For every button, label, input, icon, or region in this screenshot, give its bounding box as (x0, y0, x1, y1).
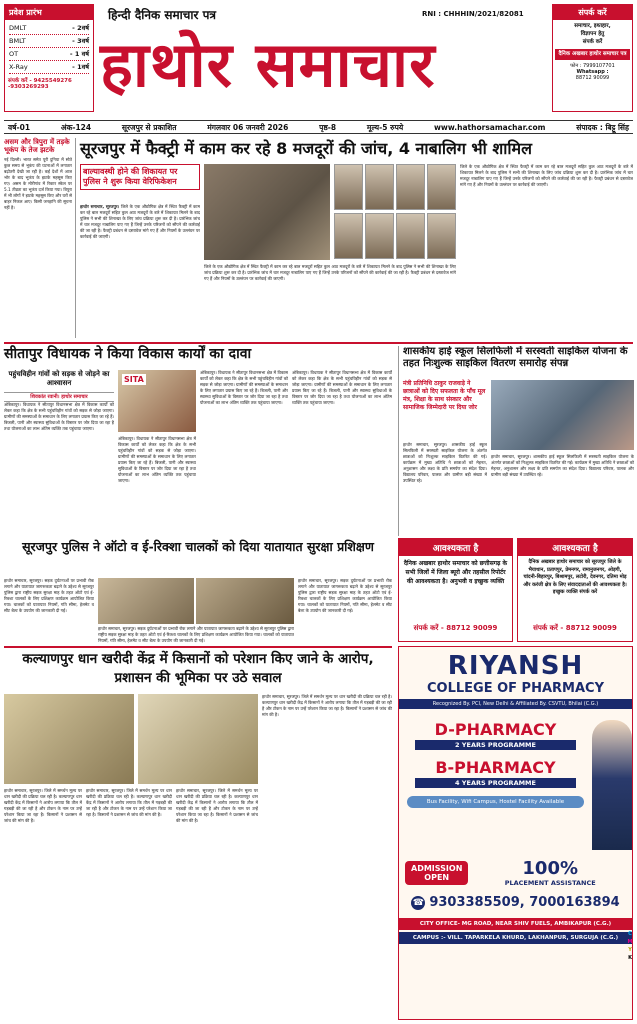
vacancy-ad-1-contact: संपर्क करें - 88712 90099 (413, 624, 498, 632)
admission-course-item (9, 35, 89, 48)
college-name-1: RIYANSH (447, 651, 584, 681)
college-phones: 9303385509, 7000163894 (429, 895, 620, 910)
story-paddy-body-2: हाथोर समाचार, सूरजपुर। जिले में समर्थन मूल्य पर धान खरीदी की प्रक्रिया चल रही है। कल्याणपुर धान खरीदी केंद्र में किसानों ने आरोप लगाया कि तौल में गड़बड़ी की जा रही है और टोकन के नाम पर उन्हें परेशान किया जा रहा है। किसानों ने प्रशासन से जांच की मांग की है। (86, 788, 172, 817)
dateline-place: सूरजपुर से प्रकाशित (121, 123, 177, 132)
side-story-headline: असम और त्रिपुरा में तड़के भूकंप के तेज झटके (4, 138, 70, 155)
vacancy-ad-2 (517, 538, 633, 642)
story-cycle-body-2: हाथोर समाचार, सूरजपुर। शासकीय हाई स्कूल सिलफिली में सरस्वती साइकिल योजना के अंतर्गत छात्राओं को निःशुल्क साइकिल वितरित की गई। कार्यक्रम में मुख्य अतिथि ने छात्राओं को मेहनत, अनुशासन और लक्ष्य के प्रति समर्पण का संदेश दिया। विद्यालय परिवार, पालक और ग्रामीण बड़ी संख्या में उपस्थित रहे। (491, 454, 634, 477)
vacancy-ad-2-contact: संपर्क करें - 88712 90099 (533, 624, 617, 632)
dateline-pages: पृष्ठ-8 (319, 123, 337, 132)
admission-course-item (9, 22, 89, 35)
story-sitapur-headline: सीतापुर विधायक ने किया विकास कार्यों का दावा (4, 346, 252, 362)
side-story (4, 138, 76, 338)
lead-dateline: हाथोर समाचार, सूरजपुर। (80, 204, 120, 209)
placement-percentage: 100% (522, 858, 578, 879)
course-duration: - 1वर्ष (72, 63, 89, 71)
contact-box-line: विज्ञापन हेतु (580, 31, 605, 37)
phone-icon: ☎ (412, 897, 424, 908)
story-sitapur-photo-caption: SITA (124, 375, 144, 384)
story-cycle (398, 346, 633, 536)
lead-subhead: बाल्यावस्थी होने की शिकायत पर पुलिस ने शुरू किया वेरिफिकेशन (80, 164, 200, 190)
newspaper-name-part1: हाथोर (100, 28, 234, 101)
course-name: BMLT (9, 37, 26, 45)
story-cycle-headline: शासकीय हाई स्कूल सिलफिली में सरस्वती साइकिल योजना के तहत निःशुल्क साइकिल वितरण समारोह संपन्न (403, 346, 628, 369)
story-sitapur-body-4: अंबिकापुर। विधायक ने सीतापुर विधानसभा क्षेत्र में विकास कार्यों को लेकर कहा कि क्षेत्र के सभी पहुंचविहीन गांवों को सड़क से जोड़ा जाएगा। ग्रामीणों की समस्याओं के समाधान के लिए लगातार प्रयास किए जा रहे हैं। बिजली, पानी और स्वास्थ्य सुविधाओं के विस्तार पर जोर दिया जा रहा है तथा योजनाओं का लाभ अंतिम व्यक्ति तक पहुंचाया जाएगा। (292, 370, 392, 405)
cmyk-mark: M (627, 939, 633, 945)
story-police-photo-2 (196, 578, 294, 624)
lead-story (80, 138, 633, 338)
vacancy-ad-1 (398, 538, 513, 642)
course-name: X-Ray (9, 63, 28, 71)
vacancy-ad-1-body: दैनिक अखबार हाथोर समाचार को छत्तीसगढ़ के सभी जिलों में जिला ब्यूरो और तहसील रिपोर्टर की आवश्यकता है। अनुभवी व इच्छुक व्यक्ति (403, 560, 508, 585)
vacancy-ad-2-title: आवश्यकता है (518, 539, 632, 556)
course-d-pharmacy: D-PHARMACY (434, 720, 557, 739)
story-sitapur-body: अंबिकापुर। विधायक ने सीतापुर विधानसभा क्षेत्र में विकास कार्यों को लेकर कहा कि क्षेत्र के सभी पहुंचविहीन गांवों को सड़क से जोड़ा जाएगा। ग्रामीणों की समस्याओं के समाधान के लिए लगातार प्रयास किए जा रहे हैं। बिजली, पानी और स्वास्थ्य सुविधाओं के विस्तार पर जोर दिया जा रहा है तथा योजनाओं का लाभ अंतिम व्यक्ति तक पहुंचाया जाएगा। (4, 402, 114, 431)
cmyk-mark: C (628, 931, 632, 937)
story-paddy-body-3: हाथोर समाचार, सूरजपुर। जिले में समर्थन मूल्य पर धान खरीदी की प्रक्रिया चल रही है। कल्याणपुर धान खरीदी केंद्र में किसानों ने आरोप लगाया कि तौल में गड़बड़ी की जा रही है और टोकन के नाम पर उन्हें परेशान किया जा रहा है। किसानों ने प्रशासन से जांच की मांग की है। (176, 788, 258, 823)
cmyk-mark: K (628, 955, 632, 961)
mugshot (427, 164, 456, 210)
college-city-office: CITY OFFICE- MG ROAD, NEAR SHIV FUELS, AMBIKAPUR (C.G.) (399, 918, 632, 930)
college-name-2: COLLEGE OF PHARMACY (426, 681, 604, 696)
story-paddy-body-4: हाथोर समाचार, सूरजपुर। जिले में समर्थन मूल्य पर धान खरीदी की प्रक्रिया चल रही है। कल्याणपुर धान खरीदी केंद्र में किसानों ने आरोप लगाया कि तौल में गड़बड़ी की जा रही है और टोकन के नाम पर उन्हें परेशान किया जा रहा है। किसानों ने प्रशासन से जांच की मांग की है। (262, 694, 392, 717)
contact-box-title: संपर्क करें (553, 5, 632, 20)
admission-contact: संपर्क करें - 9425549276 (8, 78, 72, 84)
contact-box-lines (553, 20, 632, 46)
contact-phone: फोन : 7999107701 (570, 63, 615, 69)
course-duration: - 1 वर्ष (69, 50, 89, 58)
vacancy-ad-1-title: आवश्यकता है (399, 539, 512, 556)
admission-open-badge (405, 861, 468, 885)
lead-body-continued: जिले के एक औद्योगिक क्षेत्र में स्थित फैक्ट्री में काम कर रहे बाल मजदूरों सहित कुल आठ मजदूरों के बारे में शिकायत मिलने के बाद पुलिस ने सभी की शिनाख्त के लिए जांच प्रक्रिया शुरू कर दी है। प्रारंभिक जांच में चार मजदूर नाबालिग पाए गए हैं जिन्हें उनके परिजनों को सौंपने की कार्रवाई की जा रही है। फैक्ट्री प्रबंधन से दस्तावेज मांगे गए हैं और नियमों के उल्लंघन पर कार्रवाई की जाएगी। (204, 264, 456, 281)
story-police-headline: सूरजपुर पुलिस ने ऑटो व ई-रिक्शा चालकों को दिया यातायात सुरक्षा प्रशिक्षण (22, 539, 374, 554)
course-duration: - 2वर्ष (72, 24, 89, 32)
contact-whatsapp-label: Whatsapp : (576, 69, 609, 75)
college-facility: Bus Facility, Wifi Campus, Hostel Facility Available (407, 796, 584, 808)
story-paddy-photo-1 (4, 694, 134, 784)
admission-box-title: प्रवेश प्रारंभ (5, 5, 93, 20)
rni-number: RNI : CHHHIN/2021/82081 (422, 10, 524, 18)
college-campus: CAMPUS :- VILL. TAPARKELA KHURD, LAKHANPUR, SURGUJA (C.G.) (399, 932, 632, 944)
mugshot (334, 164, 363, 210)
story-sitapur-subhead: पहुंचविहीन गांवों को सड़क से जोड़ने का आश्वासन (8, 370, 110, 387)
lead-body-text: जिले के एक औद्योगिक क्षेत्र में स्थित फैक्ट्री में काम कर रहे बाल मजदूरों सहित कुल आठ मजदूरों के बारे में शिकायत मिलने के बाद पुलिस ने सभी की शिनाख्त के लिए जांच प्रक्रिया शुरू कर दी है। प्रारंभिक जांच में चार मजदूर नाबालिग पाए गए हैं जिन्हें उनके परिजनों को सौंपने की कार्रवाई की जा रही है। फैक्ट्री प्रबंधन से दस्तावेज मांगे गए हैं और नियमों के उल्लंघन पर कार्रवाई की जाएगी। (80, 204, 200, 239)
course-name: OT (9, 50, 19, 58)
admission-box (4, 4, 94, 112)
college-recognition: Recognized By. PCI, New Delhi & Affiliated By. CSVTU, Bhilai (C.G.) (399, 699, 632, 709)
admission-contact-2: -9303269293 (8, 84, 49, 90)
admission-course-list (5, 20, 93, 76)
story-paddy-headline: कल्याणपुर धान खरीदी केंद्र में किसानों को परेशान किए जाने के आरोप, प्रशासन की भूमिका पर उठे सवाल (22, 651, 374, 686)
story-paddy (4, 650, 392, 1020)
mugshot (334, 213, 363, 259)
vacancy-ad-2-body: दैनिक अखबार हाथोर समाचार को सूरजपुर जिले के भैयाथान, प्रतापपुर, प्रेमनगर, रामानुजनगर, ओड़गी, चांदनी-बिहारपुर, बिश्रामपुर, लटोरी, देवनगर, दतिमा मोड़ और करंजी क्षेत्र के लिए संवाददाताओं की आवश्यकता है। इच्छुक व्यक्ति संपर्क करें (523, 559, 627, 595)
story-police (4, 538, 392, 644)
placement-assistance: PLACEMENT ASSISTANCE (504, 879, 596, 887)
college-ad (398, 646, 633, 1020)
dateline-bar (4, 120, 633, 134)
cmyk-marks (626, 930, 634, 962)
story-police-body-2: हाथोर समाचार, सूरजपुर। सड़क दुर्घटनाओं पर प्रभावी रोक लगाने और यातायात जागरूकता बढ़ाने के उद्देश्य से सूरजपुर पुलिस द्वारा राष्ट्रीय सड़क सुरक्षा माह के तहत ऑटो एवं ई-रिक्शा चालकों के लिए प्रशिक्षण कार्यक्रम आयोजित किया गया। चालकों को यातायात नियमों, गति सीमा, हेलमेट व सीट बेल्ट के उपयोग की जानकारी दी गई। (98, 626, 294, 643)
lead-headline: सूरजपुर में फैक्ट्री में काम कर रहे 8 मजदूरों की जांच, 4 नाबालिग भी शामिल (80, 139, 532, 158)
story-sitapur-body-3: अंबिकापुर। विधायक ने सीतापुर विधानसभा क्षेत्र में विकास कार्यों को लेकर कहा कि क्षेत्र के सभी पहुंचविहीन गांवों को सड़क से जोड़ा जाएगा। ग्रामीणों की समस्याओं के समाधान के लिए लगातार प्रयास किए जा रहे हैं। बिजली, पानी और स्वास्थ्य सुविधाओं के विस्तार पर जोर दिया जा रहा है तथा योजनाओं का लाभ अंतिम व्यक्ति तक पहुंचाया जाएगा। (200, 370, 288, 405)
newspaper-name-part2: समाचार (255, 28, 436, 101)
admission-course-item (9, 61, 89, 74)
story-cycle-subhead: मंत्री प्रतिनिधि ठाकुर राजवाड़े ने छात्राओं को दिए सफलता के पाँच मूल मंत्र, शिक्षा के साथ संस्कार और सामाजिक जिम्मेदारी पर दिया जोर (403, 380, 486, 411)
course-b-pharmacy-duration: 4 YEARS PROGRAMME (415, 778, 576, 788)
dateline-price: मूल्य-5 रुपये (366, 123, 404, 132)
cmyk-mark: Y (628, 947, 632, 953)
story-sitapur-byline: शिवकांत रवानी। हाथोर समाचार (4, 392, 114, 402)
contact-whatsapp-number: 88712 90099 (575, 75, 610, 81)
dateline-issue: अंक-124 (60, 123, 92, 132)
course-d-pharmacy-duration: 2 YEARS PROGRAMME (415, 740, 576, 750)
mugshot (365, 164, 394, 210)
dateline-date: मंगलवार 06 जनवरी 2026 (207, 123, 289, 132)
admission-label: ADMISSION (411, 863, 463, 873)
contact-box-ad: दैनिक अखबार हाथोर समाचार पत्र (555, 49, 630, 60)
story-cycle-photo (491, 380, 634, 450)
course-b-pharmacy: B-PHARMACY (435, 758, 556, 777)
mugshot (427, 213, 456, 259)
contact-box-line: समाचार, इश्तहार, (574, 23, 611, 29)
story-paddy-photo-2 (138, 694, 258, 784)
masthead (4, 4, 633, 118)
story-sitapur-body-2: अंबिकापुर। विधायक ने सीतापुर विधानसभा क्षेत्र में विकास कार्यों को लेकर कहा कि क्षेत्र के सभी पहुंचविहीन गांवों को सड़क से जोड़ा जाएगा। ग्रामीणों की समस्याओं के समाधान के लिए लगातार प्रयास किए जा रहे हैं। बिजली, पानी और स्वास्थ्य सुविधाओं के विस्तार पर जोर दिया जा रहा है तथा योजनाओं का लाभ अंतिम व्यक्ति तक पहुंचाया जाएगा। (118, 436, 196, 483)
story-sitapur (4, 346, 392, 536)
contact-box (552, 4, 633, 112)
admission-course-item (9, 48, 89, 61)
dateline-editor: संपादक : बिट्टू सिंह (576, 123, 629, 132)
open-label: OPEN (424, 872, 450, 882)
mugshot (396, 164, 425, 210)
lead-mugshots (334, 164, 456, 260)
story-police-body-3: हाथोर समाचार, सूरजपुर। सड़क दुर्घटनाओं पर प्रभावी रोक लगाने और यातायात जागरूकता बढ़ाने के उद्देश्य से सूरजपुर पुलिस द्वारा राष्ट्रीय सड़क सुरक्षा माह के तहत ऑटो एवं ई-रिक्शा चालकों के लिए प्रशिक्षण कार्यक्रम आयोजित किया गया। चालकों को यातायात नियमों, गति सीमा, हेलमेट व सीट बेल्ट के उपयोग की जानकारी दी गई। (298, 578, 392, 613)
dateline-year: वर्ष-01 (8, 123, 31, 132)
story-sitapur-photo (118, 370, 196, 432)
tagline: हिन्दी दैनिक समाचार पत्र (108, 8, 217, 22)
story-paddy-body: हाथोर समाचार, सूरजपुर। जिले में समर्थन मूल्य पर धान खरीदी की प्रक्रिया चल रही है। कल्याणपुर धान खरीदी केंद्र में किसानों ने आरोप लगाया कि तौल में गड़बड़ी की जा रही है और टोकन के नाम पर उन्हें परेशान किया जा रहा है। किसानों ने प्रशासन से जांच की मांग की है। (4, 788, 82, 823)
mugshot (396, 213, 425, 259)
story-police-body: हाथोर समाचार, सूरजपुर। सड़क दुर्घटनाओं पर प्रभावी रोक लगाने और यातायात जागरूकता बढ़ाने के उद्देश्य से सूरजपुर पुलिस द्वारा राष्ट्रीय सड़क सुरक्षा माह के तहत ऑटो एवं ई-रिक्शा चालकों के लिए प्रशिक्षण कार्यक्रम आयोजित किया गया। चालकों को यातायात नियमों, गति सीमा, हेलमेट व सीट बेल्ट के उपयोग की जानकारी दी गई। (4, 578, 94, 613)
story-police-photo-1 (98, 578, 194, 624)
course-name: DMLT (9, 24, 27, 32)
student-photo (592, 720, 632, 850)
mugshot (365, 213, 394, 259)
lead-photo-workers (204, 164, 330, 260)
contact-box-line: संपर्क करें (582, 39, 603, 45)
lead-body (80, 204, 200, 334)
dateline-website[interactable]: www.hathorsamachar.com (433, 123, 546, 132)
story-cycle-body: हाथोर समाचार, सूरजपुर। शासकीय हाई स्कूल सिलफिली में सरस्वती साइकिल योजना के अंतर्गत छात्राओं को निःशुल्क साइकिल वितरित की गई। कार्यक्रम में मुख्य अतिथि ने छात्राओं को मेहनत, अनुशासन और लक्ष्य के प्रति समर्पण का संदेश दिया। विद्यालय परिवार, पालक और ग्रामीण बड़ी संख्या में उपस्थित रहे। (403, 442, 487, 483)
lead-body-right: जिले के एक औद्योगिक क्षेत्र में स्थित फैक्ट्री में काम कर रहे बाल मजदूरों सहित कुल आठ मजदूरों के बारे में शिकायत मिलने के बाद पुलिस ने सभी की शिनाख्त के लिए जांच प्रक्रिया शुरू कर दी है। प्रारंभिक जांच में चार मजदूर नाबालिग पाए गए हैं जिन्हें उनके परिजनों को सौंपने की कार्रवाई की जा रही है। फैक्ट्री प्रबंधन से दस्तावेज मांगे गए हैं और नियमों के उल्लंघन पर कार्रवाई की जाएगी। (460, 164, 633, 187)
newspaper-name (100, 26, 530, 104)
side-story-body: नई दिल्ली। भारत समेत पूरी दुनिया में सोते कुछ समय से भूकंप की घटनाओं में लगातार बढ़ोतरी देखी जा रही है। कई देशों में आज भोर के बाद भूकंप के झटके महसूस किए गए। असम के मोरीगांव में रिक्टर स्केल पर 5.1 तीव्रता का भूकंप दर्ज किया गया। त्रिपुरा में भी लोगों ने झटके महसूस किए और घरों से बाहर निकल आए। किसी जनहानि की सूचना नहीं है। (4, 157, 72, 211)
divider (4, 342, 633, 344)
course-duration: - 3वर्ष (72, 37, 89, 45)
divider (4, 646, 392, 648)
